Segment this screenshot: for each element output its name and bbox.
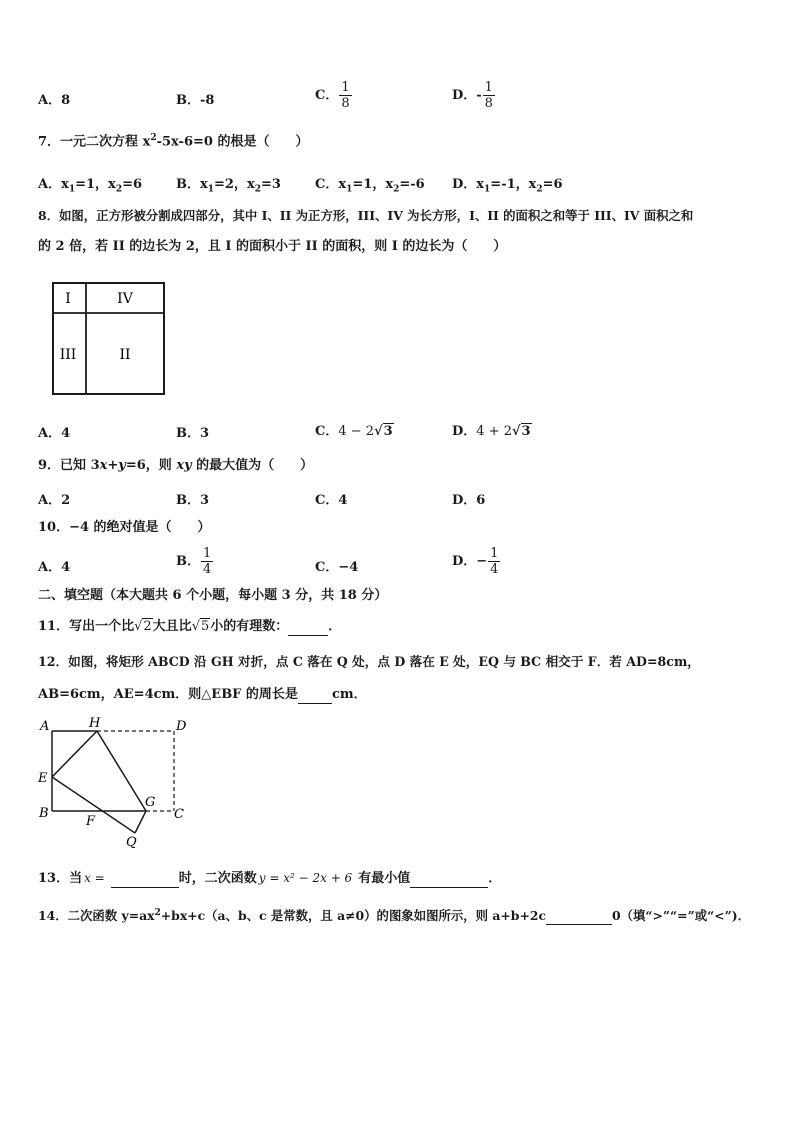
option-label: D． <box>452 424 477 439</box>
part: =2，x <box>214 177 255 192</box>
region-label-iii: III <box>59 347 77 363</box>
q9-option-b: B．3 <box>176 493 210 508</box>
stem-part: 14．二次函数 y=ax <box>38 908 155 924</box>
stem-part: 11．写出一个比 <box>38 619 135 634</box>
part: =1，x <box>352 177 394 192</box>
stem-part: =6，则 <box>125 458 177 473</box>
q8-option-c <box>315 420 394 439</box>
fraction <box>483 80 495 111</box>
q6-option-d <box>452 80 496 111</box>
part: =-1，x <box>490 177 537 192</box>
stem-part: 9．已知 3 <box>38 458 100 473</box>
q6-option-a: A．8 <box>38 93 71 108</box>
sqrt: √5 <box>191 619 210 634</box>
q6-option-c <box>315 80 353 111</box>
answer-blank <box>111 887 179 888</box>
q8-square-figure <box>50 280 168 398</box>
subscript: 1 <box>207 184 215 195</box>
option-label: D．- <box>452 88 482 103</box>
q8-stem-line1: 8．如图，正方形被分割成四部分，其中 I、II 为正方形，III、IV 为长方形，I、II 的面积之和等于 III、IV 面积之和 <box>38 208 694 223</box>
q12-stem-line2 <box>38 686 367 704</box>
q10-option-d <box>452 546 501 577</box>
answer-blank <box>298 703 332 704</box>
answer-blank <box>288 635 328 636</box>
stem-part: cm． <box>331 687 367 702</box>
q7-option-d <box>452 173 563 195</box>
stem-part: 大且比 <box>152 619 192 634</box>
q10-option-a: A．4 <box>38 560 71 575</box>
denominator: 8 <box>484 96 493 111</box>
sqrt: √3 <box>511 424 531 439</box>
sqrt: √2 <box>134 619 152 634</box>
numerator: 1 <box>203 546 212 561</box>
stem-part: AB=6cm，AE=4cm．则△EBF 的周长是 <box>38 687 298 702</box>
q8-option-b: B．3 <box>176 426 210 441</box>
option-label: C． <box>315 424 339 439</box>
stem-part: 有最小值 <box>358 871 411 886</box>
point-label-b: B <box>39 806 49 821</box>
q7-stem <box>38 129 308 151</box>
segment-eh <box>52 731 97 777</box>
q10-stem: 10．−4 的绝对值是（ ） <box>38 520 211 535</box>
fraction <box>488 546 500 577</box>
segment-gq <box>135 811 146 833</box>
denominator: 4 <box>203 562 212 577</box>
stem-part: -5x-6=0 的根是（ ） <box>156 134 309 150</box>
point-label-c: C <box>174 807 184 822</box>
stem-part: ． <box>488 871 502 886</box>
part: =1，x <box>75 177 116 192</box>
point-label-f: F <box>86 814 96 829</box>
region-label-i: I <box>65 291 71 307</box>
expression: 4 − 2 <box>338 424 375 439</box>
option-label: B． <box>176 554 200 569</box>
q8-stem-line2: 的 2 倍，若 II 的边长为 2，且 I 的面积小于 II 的面积，则 I 的边长为（ ） <box>38 239 507 254</box>
subscript: 1 <box>68 184 76 195</box>
fraction <box>201 546 213 577</box>
q11-stem <box>38 618 341 636</box>
subscript: 2 <box>115 184 123 195</box>
subscript: 2 <box>254 184 261 195</box>
part: D．x <box>452 177 485 192</box>
q9-option-a: A．2 <box>38 493 71 508</box>
variable: xy <box>176 458 192 473</box>
stem-part: 0（填“>”“=”或“<”)． <box>612 908 750 924</box>
math-expression: y = x² − 2x + 6 <box>258 871 353 885</box>
stem-part: +bx+c（a、b、c 是常数，且 a≠0）的图象如图所示，则 a+b+2c <box>160 908 547 924</box>
section-heading: 二、填空题（本大题共 6 个小题，每小题 3 分，共 18 分） <box>38 588 388 603</box>
part: B．x <box>176 177 208 192</box>
q7-option-c <box>315 173 425 195</box>
part: C．x <box>315 177 347 192</box>
subscript: 2 <box>536 184 543 195</box>
stem-part: 7．一元二次方程 x <box>38 134 151 150</box>
point-label-g: G <box>145 795 156 810</box>
variable: x <box>99 458 108 473</box>
sqrt: √3 <box>374 424 393 439</box>
point-label-a: A <box>40 719 50 734</box>
denominator: 8 <box>341 96 350 111</box>
point-label-d: D <box>176 719 187 734</box>
q12-rectangle-figure <box>34 713 194 855</box>
q9-option-c: C．4 <box>315 493 348 508</box>
numerator: 1 <box>490 546 499 561</box>
region-label-iv: IV <box>117 291 133 307</box>
point-label-e: E <box>38 771 48 786</box>
stem-part: ． <box>328 619 342 634</box>
fraction <box>339 80 351 111</box>
radicand: 3 <box>383 424 393 439</box>
numerator: 1 <box>341 80 350 95</box>
variable: y <box>118 458 126 473</box>
radicand: 2 <box>143 619 152 634</box>
exponent: 2 <box>150 133 157 143</box>
q9-option-d: D．6 <box>452 493 486 508</box>
option-label: C． <box>315 88 339 103</box>
q9-stem <box>38 457 313 475</box>
q7-option-a <box>38 173 142 195</box>
q8-option-d <box>452 420 532 439</box>
denominator: 4 <box>490 562 499 577</box>
subscript: 2 <box>393 184 400 195</box>
answer-blank <box>546 924 612 925</box>
q10-option-b <box>176 546 214 577</box>
subscript: 1 <box>484 184 491 195</box>
point-label-h: H <box>89 716 101 731</box>
part: A．x <box>38 177 69 192</box>
stem-part: 13．当 <box>38 871 83 886</box>
q7-option-b <box>176 173 281 195</box>
radicand: 5 <box>200 619 210 634</box>
stem-part: 小的有理数： <box>210 619 289 634</box>
part: =-6 <box>399 177 425 192</box>
numerator: 1 <box>484 80 493 95</box>
q10-option-c: C．−4 <box>315 560 359 575</box>
expression: 4 + 2 <box>476 424 512 439</box>
radicand: 3 <box>521 424 531 439</box>
stem-part: 的最大值为（ ） <box>191 458 314 473</box>
operator: + <box>107 458 119 473</box>
segment-hg <box>97 731 146 811</box>
q14-stem <box>38 904 750 925</box>
answer-blank <box>410 887 488 888</box>
region-label-ii: II <box>119 347 131 363</box>
q12-stem-line1: 12．如图，将矩形 ABCD 沿 GH 对折，点 C 落在 Q 处，点 D 落在 E 处，EQ 与 BC 相交于 F．若 AD=8cm， <box>38 654 700 669</box>
math-expression: x = <box>84 871 105 885</box>
subscript: 1 <box>346 184 353 195</box>
part: =6 <box>542 177 563 192</box>
part: =3 <box>260 177 281 192</box>
option-label: D．− <box>452 554 488 569</box>
part: =6 <box>122 177 143 192</box>
q6-option-b: B．-8 <box>176 93 215 108</box>
q13-stem <box>38 869 501 888</box>
point-label-q: Q <box>126 835 137 850</box>
exponent: 2 <box>154 908 161 918</box>
q8-option-a: A．4 <box>38 426 71 441</box>
stem-part: 时，二次函数 <box>178 871 257 886</box>
